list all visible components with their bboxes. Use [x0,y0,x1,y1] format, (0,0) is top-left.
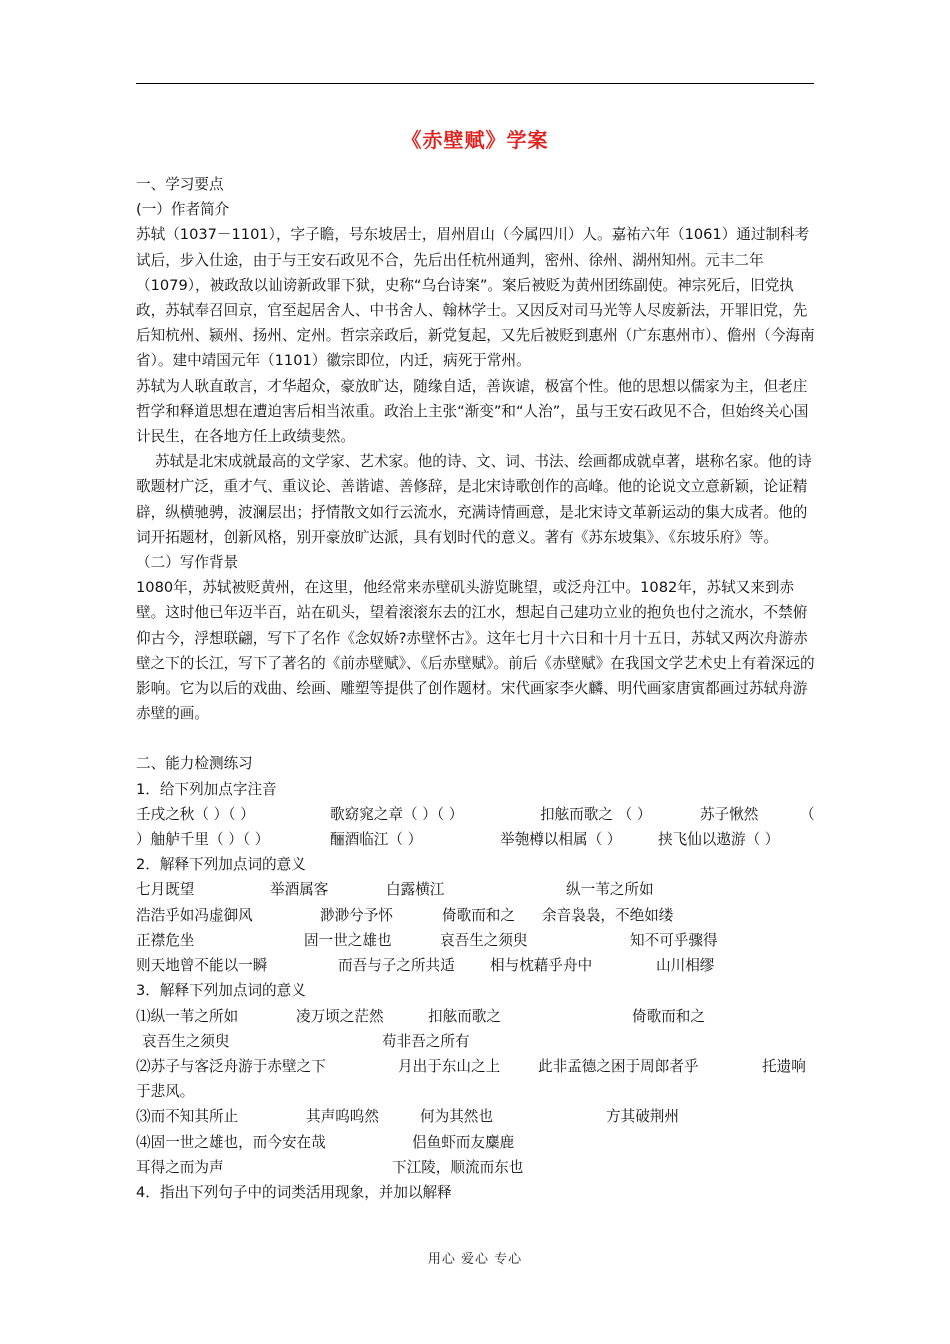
question-2-label: 2．解释下列加点词的意义 [136,856,306,874]
exercise-item: 其声呜呜然 [306,1108,379,1126]
exercise-item: 扣舷而歌之 （ ） [540,805,652,823]
exercise-item: 侣鱼虾而友麋鹿 [412,1133,515,1151]
exercise-item: 托遗响 [762,1057,806,1075]
exercise-item: 苟非吾之所有 [382,1032,470,1050]
exercise-item: 方其破荆州 [606,1108,679,1126]
exercise-item: 知不可乎骤得 [630,931,718,949]
exercise-item: 凌万顷之茫然 [296,1007,384,1025]
question-3-line-5 [136,1130,816,1155]
exercise-item: ⑶而不知其所止 [136,1108,239,1126]
exercise-item: 何为其然也 [420,1108,493,1126]
exercise-item: 倚歌而和之 [632,1007,705,1025]
document-body [136,172,816,1205]
exercise-item: 月出于东山之上 [398,1057,501,1075]
exercise-item: 耳得之而为声 [136,1158,224,1176]
question-3-line-2 [136,1029,816,1054]
question-3-line-4 [136,1104,816,1129]
exercise-item: 相与枕藉乎舟中 [490,957,593,975]
question-3-line-1 [136,1004,816,1029]
background-paragraph: 1080年，苏轼被贬黄州，在这里，他经常来赤壁矶头游览眺望，或泛舟江中。1082年，苏轼又来到赤壁。这时他已年迈半百，站在矶头，望着滚滚东去的江水，想起自己建功立业的抱负也付之流水，不禁俯仰古今，浮想联翩，写下了名作《念奴娇?赤壁怀古》。这年七月十六日和十月十五日，苏轼又两次舟游赤壁之下的长江，写下了著名的《前赤壁赋》、《后赤壁赋》。前后《赤壁赋》在我国文学艺术史上有着深远的影响。它为以后的戏曲、绘画、雕塑等提供了创作题材。宋代画家李火麟、明代画家唐寅都画过苏轼舟游赤壁的画。 [136,579,815,723]
exercise-item: 哀吾生之须臾 [142,1032,230,1050]
exercise-item: 七月既望 [136,881,195,899]
exercise-item: 扣舷而歌之 [428,1007,501,1025]
question-1-line-2 [136,827,816,852]
author-achievement-paragraph: 苏轼是北宋成就最高的文学家、艺术家。他的诗、文、词、书法、绘画都成就卓著，堪称名家。他的诗歌题材广泛，重才气、重议论、善谐谑、善修辞，是北宋诗歌创作的高峰。他的论说文立意新颖，论证精辟，纵横驰骋，波澜层出；抒情散文如行云流水，充满诗情画意，是北宋诗文革新运动的集大成者。他的词开拓题材，创新风格，别开豪放旷达派，具有划时代的意义。著有《苏东坡集》、《东坡乐府》等。 [136,453,812,546]
question-3-label: 3．解释下列加点词的意义 [136,982,306,1000]
exercise-item: （ [800,805,815,823]
exercise-item: ⑷固一世之雄也，而今安在哉 [136,1133,326,1151]
question-2-line-4 [136,953,816,978]
exercise-item: 白露横江 [386,881,445,899]
subsection-author-heading: (一）作者简介 [136,201,230,219]
exercise-item: 歌窈窕之章（ ）（ ） [330,805,464,823]
exercise-item: 哀吾生之须臾 [440,931,528,949]
exercise-item: 举酒属客 [270,881,329,899]
question-2-line-2 [136,903,816,928]
question-4-label: 4．指出下列句子中的词类活用现象，并加以解释 [136,1183,452,1201]
header-rule [136,83,814,84]
question-3-line-6 [136,1155,816,1180]
exercise-item: 纵一苇之所如 [566,881,654,899]
section-1-heading: 一、学习要点 [136,176,224,193]
exercise-item: 余音袅袅，不绝如缕 [542,906,674,924]
question-2-line-1 [136,877,816,902]
exercise-item: 而吾与子之所共适 [338,957,455,975]
question-1-label: 1．给下列加点字注音 [136,780,277,798]
exercise-item: 固一世之雄也 [304,931,392,949]
exercise-item: 则天地曾不能以一瞬 [136,957,268,975]
exercise-item: 苏子愀然 [700,805,759,823]
question-2-line-3 [136,928,816,953]
section-2-heading: 二、能力检测练习 [136,755,253,773]
page-footer: 用心 爱心 专心 [427,1252,523,1267]
exercise-item: 倚歌而和之 [442,906,515,924]
exercise-item: 此非孟德之困于周郎者乎 [538,1057,699,1075]
exercise-item: 酾酒临江（ ） [330,831,423,849]
exercise-item: ⑵苏子与客泛舟游于赤壁之下 [136,1057,326,1075]
exercise-item: ⑴纵一苇之所如 [136,1007,239,1025]
document-title: 《赤壁赋》学案 [401,128,549,152]
author-bio-paragraph: 苏轼（1037－1101），字子瞻，号东坡居士，眉州眉山（今属四川）人。嘉祐六年（1061）通过制科考试后，步入仕途，由于与王安石政见不合，先后出任杭州通判，密州、徐州、湖州知州。元丰二年（1079），被政敌以讪谤新政罪下狱，史称“乌台诗案”。案后被贬为黄州团练副使。神宗死后，旧党执政，苏轼奉召回京，官至起居舍人、中书舍人、翰林学士。又因反对司马光等人尽废新法，开罪旧党，先后知杭州、颍州、扬州、定州。哲宗亲政后，新党复起，又先后被贬到惠州（广东惠州市）、儋州（今海南省）。建中靖国元年（1101）徽宗即位，内迁，病死于常州。 [136,226,815,370]
subsection-background-heading: （二）写作背景 [136,554,239,572]
exercise-item: 正襟危坐 [136,931,195,949]
exercise-item: 山川相缪 [656,957,715,975]
exercise-item: 下江陵，顺流而东也 [392,1158,524,1176]
spacer [136,726,816,751]
exercise-item: 举匏樽以相属（ ） [500,831,622,849]
exercise-item: 渺渺兮予怀 [320,906,393,924]
exercise-item: 挟飞仙以遨游（ ） [658,831,780,849]
question-1-line-1 [136,802,816,827]
exercise-item: ）舳舻千里（ ）（ ） [136,831,270,849]
exercise-item: 浩浩乎如冯虚御风 [136,906,253,924]
exercise-item: 壬戌之秋（ ）（ ） [136,805,255,823]
author-character-paragraph: 苏轼为人耿直敢言，才华超众，豪放旷达，随缘自适，善诙谑，极富个性。他的思想以儒家为主，但老庄哲学和释道思想在遭迫害后相当浓重。政治上主张“渐变”和“人治”，虽与王安石政见不合，但始终关心国计民生，在各地方任上政绩斐然。 [136,377,809,446]
question-3-line-3 [136,1054,816,1079]
question-3-line-3-continued: 于悲风。 [136,1083,195,1101]
